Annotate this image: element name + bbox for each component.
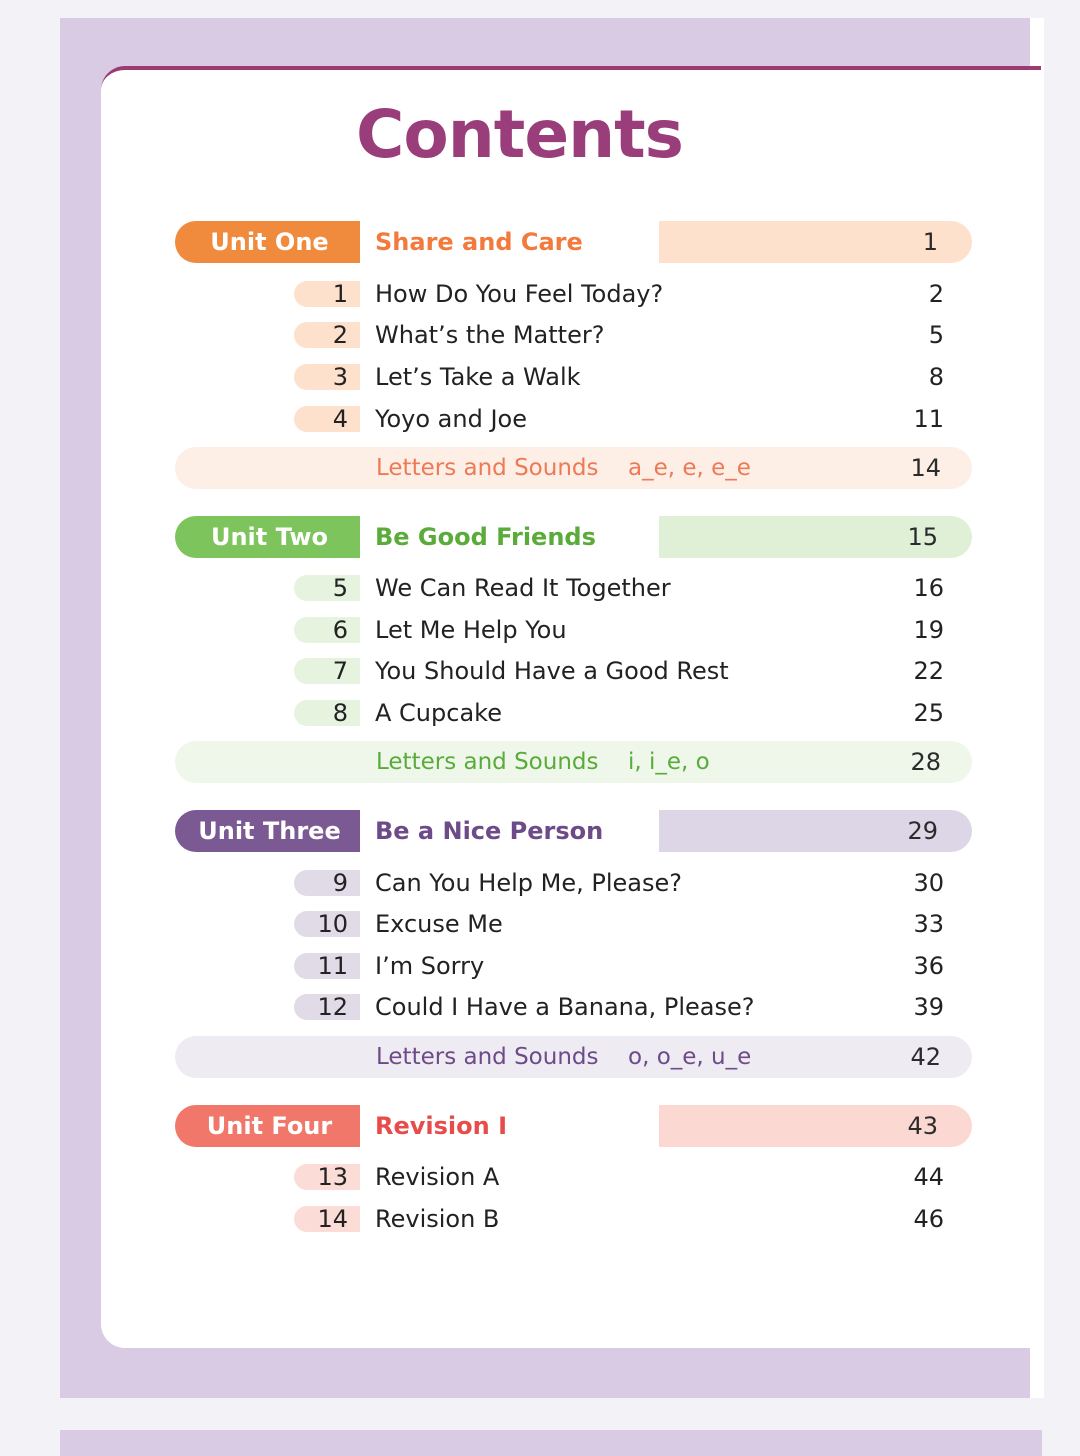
letters-and-sounds-sounds: o, o_e, u_e: [628, 1044, 752, 1070]
next-page-edge: [60, 1430, 1042, 1456]
letters-and-sounds-row[interactable]: [175, 447, 972, 489]
unit-title: Be a Nice Person: [375, 817, 604, 845]
lesson-number: 10: [317, 910, 348, 938]
lesson-title: Could I Have a Banana, Please?: [375, 993, 755, 1021]
unit-page-number: 1: [922, 228, 938, 256]
lesson-item[interactable]: [294, 1204, 944, 1234]
letters-and-sounds-label: Letters and Sounds: [376, 455, 599, 481]
lesson-item[interactable]: [294, 362, 944, 392]
unit-header-two[interactable]: [175, 516, 972, 558]
lesson-title: How Do You Feel Today?: [375, 280, 664, 308]
lesson-number: 3: [332, 363, 348, 391]
unit-page-number: 29: [907, 817, 938, 845]
lesson-number: 1: [332, 280, 348, 308]
letters-and-sounds-page: 42: [910, 1043, 941, 1071]
lesson-item[interactable]: [294, 320, 944, 350]
unit-badge: Unit Two: [175, 516, 360, 558]
lesson-item[interactable]: [294, 615, 944, 645]
unit-badge: Unit One: [175, 221, 360, 263]
lesson-item[interactable]: [294, 404, 944, 434]
lesson-page-number: 25: [913, 699, 944, 727]
letters-and-sounds-sounds: a_e, e, e_e: [628, 455, 751, 481]
letters-and-sounds-row[interactable]: [175, 741, 972, 783]
lesson-number: 4: [332, 405, 348, 433]
lesson-page-number: 19: [913, 616, 944, 644]
lesson-title: Let’s Take a Walk: [375, 363, 581, 391]
lesson-title: What’s the Matter?: [375, 321, 605, 349]
letters-and-sounds-sounds: i, i_e, o: [628, 749, 710, 775]
lesson-page-number: 39: [913, 993, 944, 1021]
lesson-item[interactable]: [294, 951, 944, 981]
lesson-number: 11: [317, 952, 348, 980]
lesson-title: Let Me Help You: [375, 616, 567, 644]
lesson-page-number: 33: [913, 910, 944, 938]
lesson-item[interactable]: [294, 1162, 944, 1192]
lesson-page-number: 11: [913, 405, 944, 433]
lesson-page-number: 5: [928, 321, 944, 349]
letters-and-sounds-page: 14: [910, 454, 941, 482]
unit-title: Share and Care: [375, 228, 583, 256]
unit-page-number: 43: [907, 1112, 938, 1140]
lesson-item[interactable]: [294, 573, 944, 603]
lesson-number: 8: [332, 699, 348, 727]
letters-and-sounds-label: Letters and Sounds: [376, 749, 599, 775]
lesson-page-number: 2: [928, 280, 944, 308]
unit-badge: Unit Four: [175, 1105, 360, 1147]
unit-header-one[interactable]: [175, 221, 972, 263]
lesson-page-number: 30: [913, 869, 944, 897]
unit-header-three[interactable]: [175, 810, 972, 852]
lesson-page-number: 22: [913, 657, 944, 685]
lesson-item[interactable]: [294, 279, 944, 309]
unit-badge: Unit Three: [175, 810, 360, 852]
lesson-title: Excuse Me: [375, 910, 503, 938]
lesson-page-number: 46: [913, 1205, 944, 1233]
lesson-title: Yoyo and Joe: [375, 405, 527, 433]
unit-page-number: 15: [907, 523, 938, 551]
lesson-number: 9: [332, 869, 348, 897]
letters-and-sounds-label: Letters and Sounds: [376, 1044, 599, 1070]
lesson-page-number: 44: [913, 1163, 944, 1191]
lesson-number: 6: [332, 616, 348, 644]
lesson-title: I’m Sorry: [375, 952, 485, 980]
lesson-number: 2: [332, 321, 348, 349]
lesson-item[interactable]: [294, 698, 944, 728]
lesson-title: A Cupcake: [375, 699, 502, 727]
letters-and-sounds-row[interactable]: [175, 1036, 972, 1078]
lesson-page-number: 8: [928, 363, 944, 391]
lesson-page-number: 16: [913, 574, 944, 602]
letters-and-sounds-page: 28: [910, 748, 941, 776]
lesson-title: Revision B: [375, 1205, 500, 1233]
page-title: Contents: [356, 96, 683, 173]
lesson-title: Can You Help Me, Please?: [375, 869, 682, 897]
unit-title: Revision I: [375, 1112, 507, 1140]
unit-title: Be Good Friends: [375, 523, 596, 551]
lesson-number: 12: [317, 993, 348, 1021]
lesson-item[interactable]: [294, 909, 944, 939]
lesson-page-number: 36: [913, 952, 944, 980]
lesson-number: 14: [317, 1205, 348, 1233]
lesson-title: Revision A: [375, 1163, 500, 1191]
lesson-item[interactable]: [294, 868, 944, 898]
lesson-item[interactable]: [294, 656, 944, 686]
unit-header-four[interactable]: [175, 1105, 972, 1147]
lesson-item[interactable]: [294, 992, 944, 1022]
lesson-number: 5: [332, 574, 348, 602]
lesson-title: You Should Have a Good Rest: [375, 657, 729, 685]
lesson-title: We Can Read It Together: [375, 574, 671, 602]
lesson-number: 13: [317, 1163, 348, 1191]
lesson-number: 7: [332, 657, 348, 685]
